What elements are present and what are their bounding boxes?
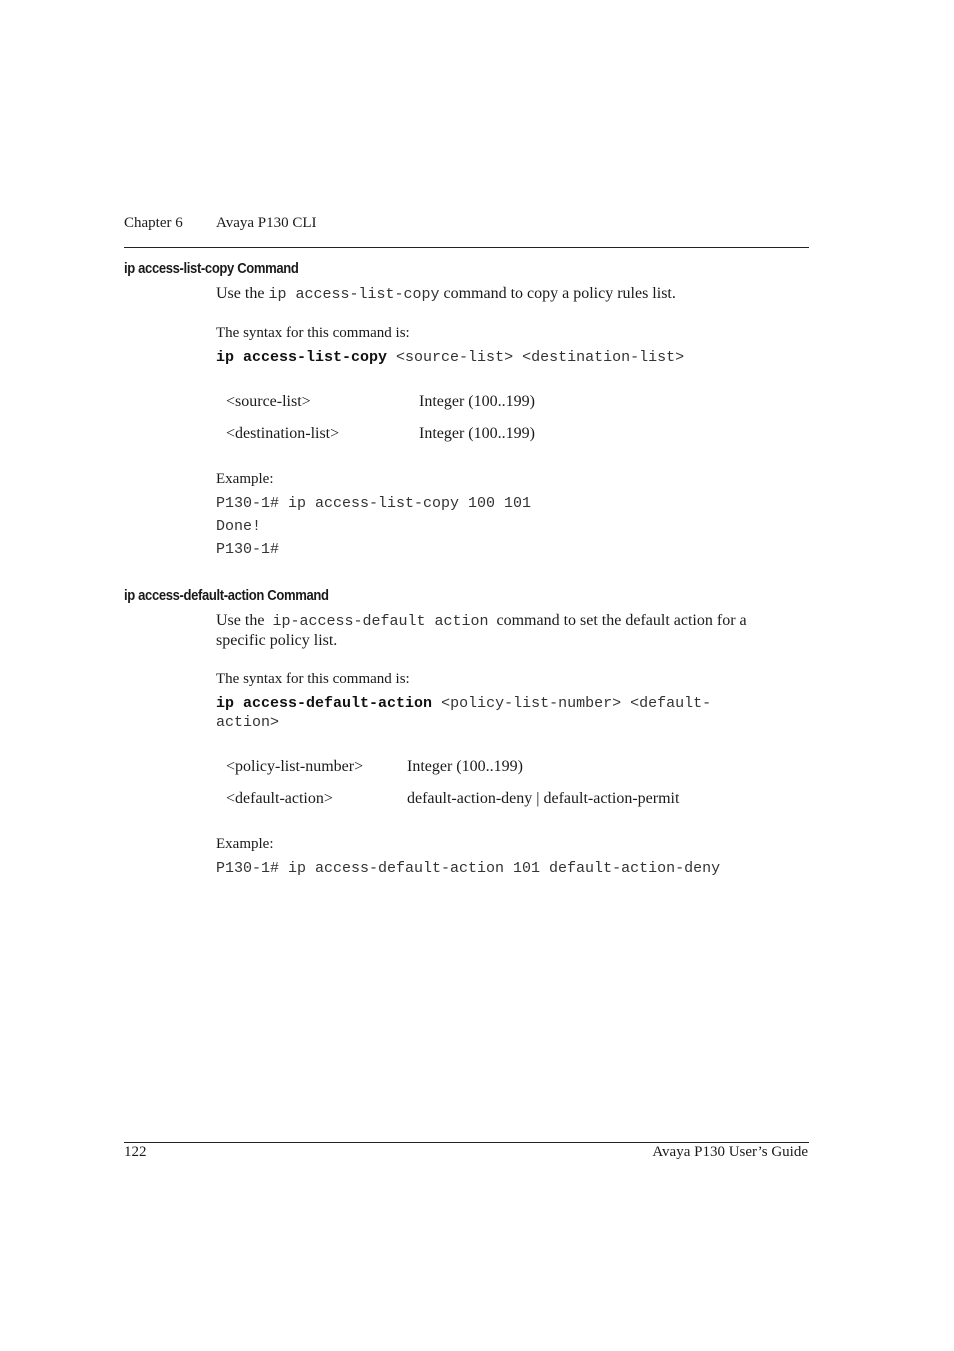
param-name: <policy-list-number>: [226, 758, 364, 775]
syntax-label: The syntax for this command is:: [216, 671, 410, 687]
example-line: Done!: [216, 518, 262, 535]
param-name: <default-action>: [226, 790, 333, 807]
example-label: Example:: [216, 836, 274, 852]
chapter-title: Avaya P130 CLI: [216, 215, 317, 231]
section-heading-access-list-copy: ip access-list-copy Command: [124, 261, 299, 277]
chapter-label: Chapter 6: [124, 215, 183, 231]
syntax-line: [216, 349, 684, 366]
syntax-command: ip access-default-action: [216, 695, 433, 712]
syntax-args: <policy-list-number> <default-: [441, 695, 712, 712]
syntax-command: ip access-list-copy: [216, 349, 388, 366]
header-rule: [124, 247, 809, 248]
section2-intro: [216, 612, 747, 630]
syntax-args: <source-list> <destination-list>: [396, 349, 685, 366]
param-desc: Integer (100..199): [407, 758, 523, 775]
section2-intro-line2: specific policy list.: [216, 632, 338, 649]
example-line: P130-1# ip access-list-copy 100 101: [216, 495, 532, 512]
intro-use-text: Use the: [216, 612, 265, 629]
intro-rest-text: command to set the default action for a: [496, 612, 747, 629]
syntax-line-continued: action>: [216, 714, 280, 731]
footer-rule: [124, 1142, 809, 1143]
example-line: P130-1# ip access-default-action 101 default-action-deny: [216, 860, 721, 877]
param-desc: Integer (100..199): [419, 425, 535, 442]
intro-use-text: Use the: [216, 285, 265, 302]
param-desc: default-action-deny | default-action-permit: [407, 790, 680, 807]
param-name: <destination-list>: [226, 425, 340, 442]
param-name: <source-list>: [226, 393, 311, 410]
example-label: Example:: [216, 471, 274, 487]
example-line: P130-1#: [216, 541, 280, 558]
syntax-label: The syntax for this command is:: [216, 325, 410, 341]
param-desc: Integer (100..199): [419, 393, 535, 410]
section1-intro: [216, 285, 676, 303]
section-heading-access-default-action: ip access-default-action Command: [124, 588, 329, 604]
page-number: 122: [124, 1144, 147, 1160]
syntax-line: [216, 695, 711, 712]
intro-command: ip-access-default action: [272, 613, 489, 630]
intro-rest-text: command to copy a policy rules list.: [443, 285, 676, 302]
guide-title: Avaya P130 User’s Guide: [652, 1144, 808, 1160]
intro-command: ip access-list-copy: [268, 286, 440, 303]
